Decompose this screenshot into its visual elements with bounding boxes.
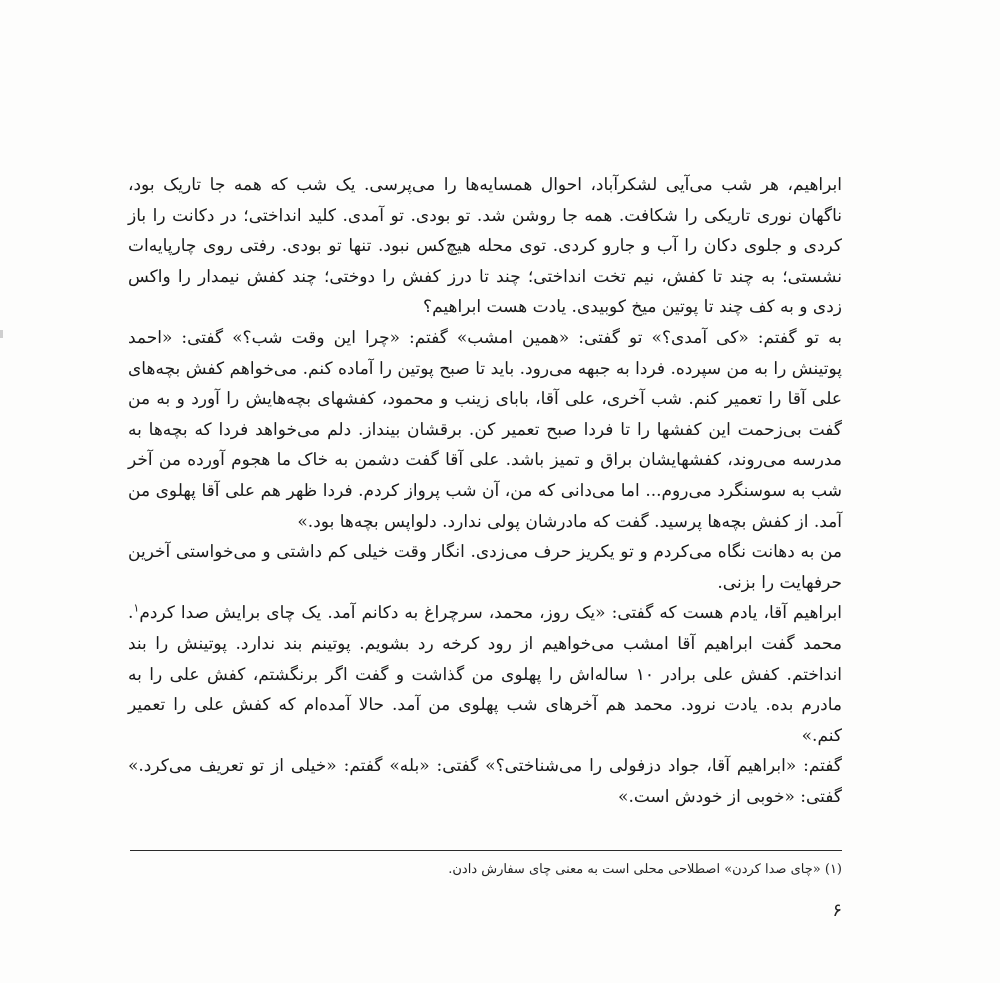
paragraph-4 xyxy=(128,598,842,751)
paragraph-2: به تو گفتم: «کی آمدی؟» تو گفتی: «همین امشب» گفتم: «چرا این وقت شب؟» گفتی: «احمد پوتینش را به من سپرده. فردا به جبهه می‌رود. باید تا صبح پوتین را آماده کنم. می‌خواهم کفش بچه‌های علی آقا را تعمیر کنم. شب آخری، علی آقا، بابای زینب و محمود، کفشهای بچه‌هایش را آورد و به من گفت بی‌زحمت این کفشها را تا فردا صبح تعمیر کن. برقشان بینداز. دلم می‌خواهد فردا که بچه‌ها به مدرسه می‌روند، کفشهایشان براق و تمیز باشد. علی آقا گفت دشمن به خاک ما هجوم آورده من آخر شب به سوسنگرد می‌روم... اما می‌دانی که من، آن شب پرواز کردم. فردا ظهر هم علی آقا پهلوی من آمد. از کفش بچه‌ها پرسید. گفت که مادرشان پولی ندارد. دلواپس بچه‌ها بود.» xyxy=(128,327,842,532)
footnote-divider xyxy=(130,850,842,851)
footnote-reference: ١ xyxy=(133,601,140,615)
paragraph-4-text xyxy=(128,603,842,745)
paragraph-1: ابراهیم، هر شب می‌آیی لشکرآباد، احوال همسایه‌ها را می‌پرسی. یک شب که همه جا تاریک بود، ناگهان نوری تاریکی را شکافت. همه جا روشن شد. تو بودی. تو آمدی. کلید انداختی؛ در دکانت را باز کردی و جلوی دکان را آب و جارو کردی. توی محله هیچ‌کس نبود. تنها تو بودی. رفتی روی چارپایه‌ات نشستی؛ به چند تا کفش، نیم تخت انداختی؛ چند تا درز کفش را دوختی؛ چند کفش نیمدار را واکس زدی و به کف چند تا پوتین میخ کوبیدی. یادت هست ابراهیم؟ xyxy=(128,175,842,318)
scan-margin-mark xyxy=(0,330,3,338)
paragraph-5: گفتم: «ابراهیم آقا، جواد دزفولی را می‌شناختی؟» گفتی: «بله» گفتم: «خیلی از تو تعریف می‌کرد.» گفتی: «خوبی از خودش است.» xyxy=(128,756,842,807)
paragraph-3: من به دهانت نگاه می‌کردم و تو یکریز حرف می‌زدی. انگار وقت خیلی کم داشتی و می‌خواستی آخرین حرفهایت را بزنی. xyxy=(128,542,842,593)
page-number: ۶ xyxy=(832,900,842,921)
body-text xyxy=(128,170,842,812)
paragraph-4-before-footnote: ابراهیم آقا، یادم هست که گفتی: «یک روز، محمد، سرچراغ به دکانم آمد. یک چای برایش صدا کردم xyxy=(139,603,842,624)
footnote: (١) «چای صدا کردن» اصطلاحی محلی است به معنی چای سفارش دادن. xyxy=(448,862,842,877)
paragraph-4-after-footnote: . محمد گفت ابراهیم آقا امشب می‌خواهیم از رود کرخه رد بشویم. پوتینم بند ندارد. پوتینش را بند انداختم. کفش علی برادر ۱۰ ساله‌اش را پهلوی من گذاشت و گفت اگر برنگشتم، کفش علی را به مادرم بده. یادت نرود. محمد هم آخرهای شب پهلوی من آمد. حالا آمده‌ام که کفش علی را تعمیر کنم.» xyxy=(128,603,842,746)
